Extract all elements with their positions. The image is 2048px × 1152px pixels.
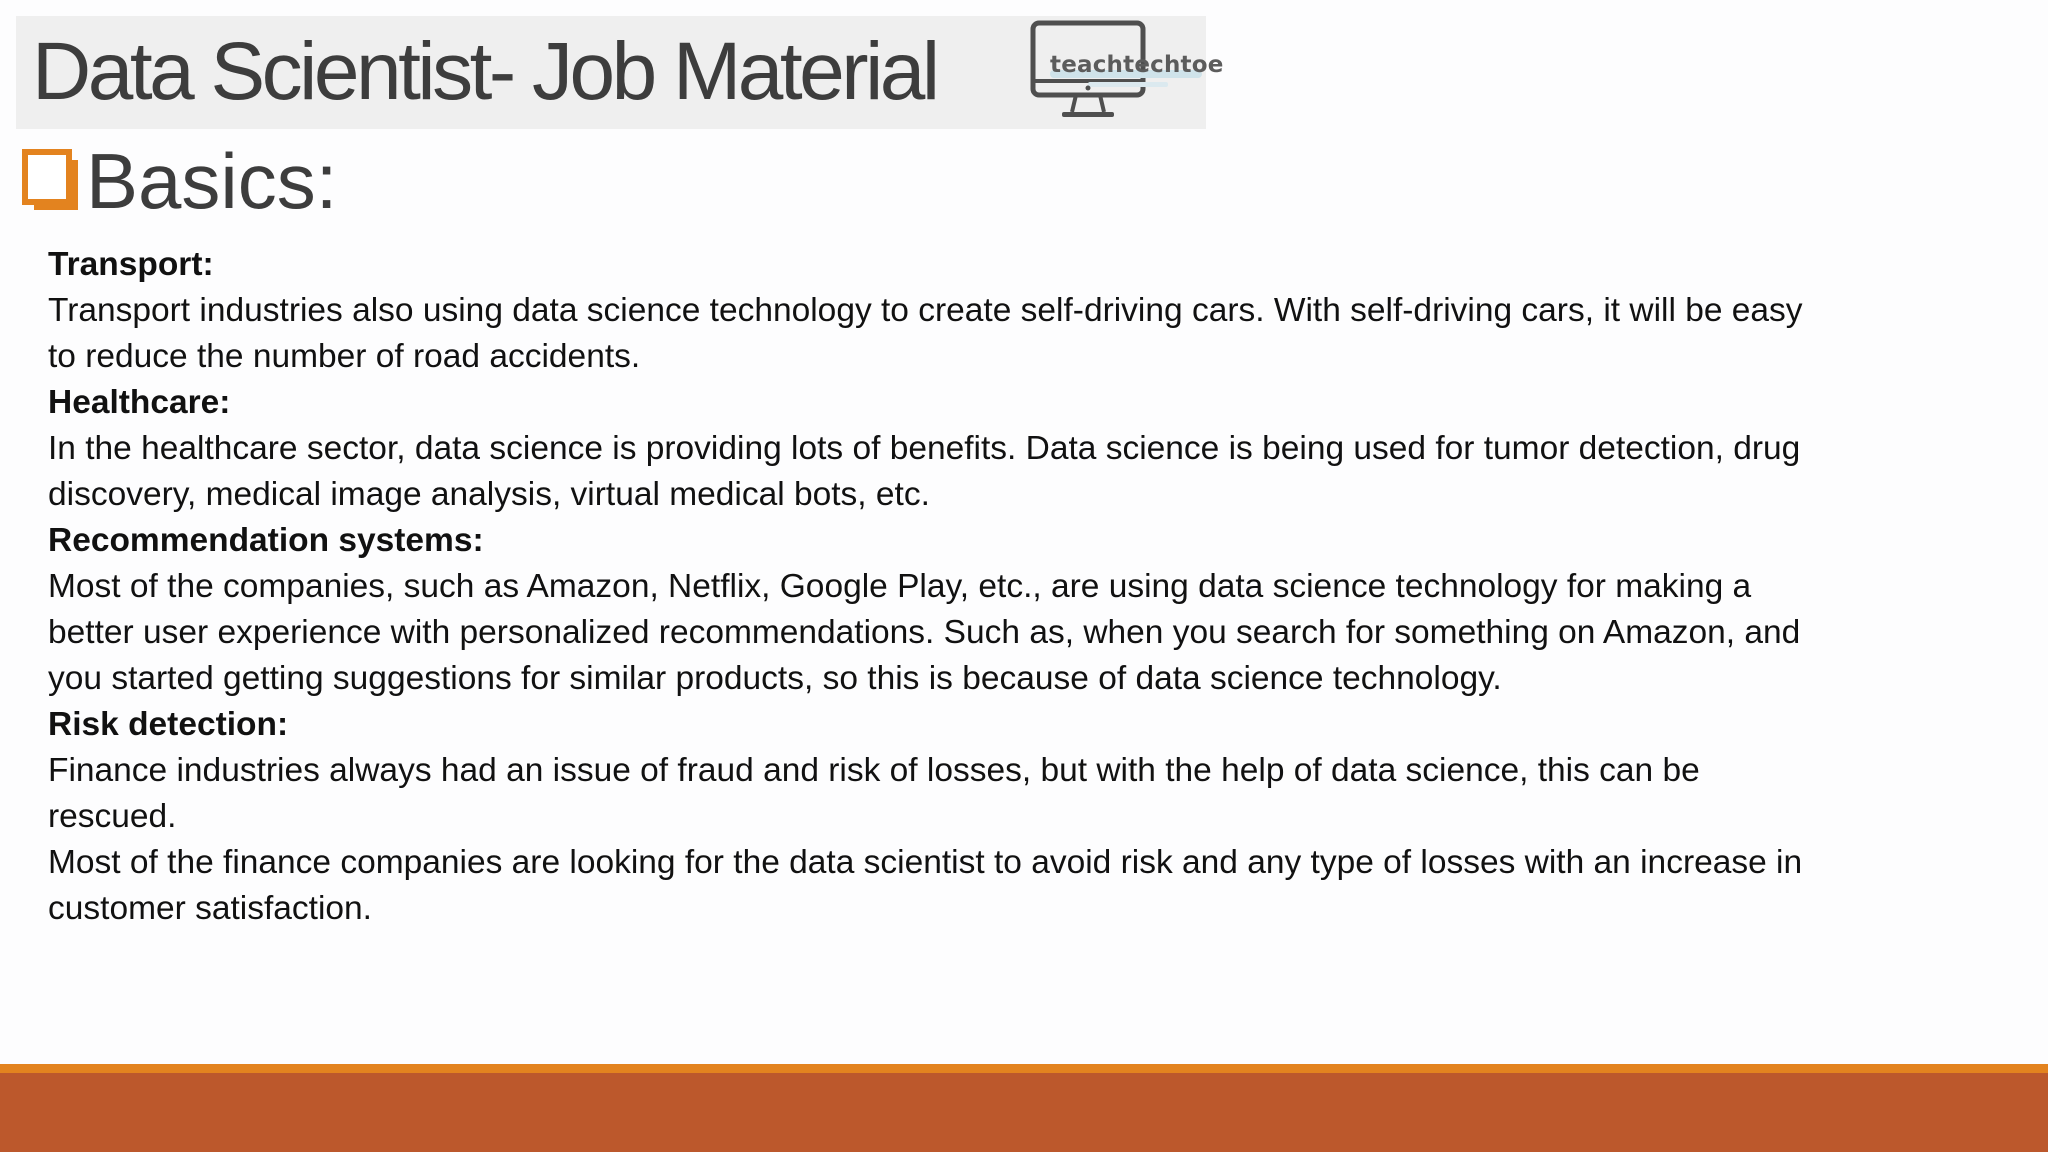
section-heading-text: Basics: [86,137,338,225]
paragraph-text: Finance industries always had an issue of fraud and risk of losses, but with the help of data science, this can be [48,752,1700,789]
paragraph-text: discovery, medical image analysis, virtual medical bots, etc. [48,476,930,513]
paragraph-heading: Risk detection: [48,706,289,743]
footer-accent-line [0,1064,2048,1073]
footer-bar [0,1073,2048,1152]
section-heading [22,136,337,226]
slide-body [48,242,1948,932]
paragraph-text: Most of the finance companies are looking for the data scientist to avoid risk and any type of losses with an increase in [48,844,1803,881]
checkbox-icon [22,146,82,216]
paragraph-text: better user experience with personalized recommendations. Such as, when you search for something on Amazon, and [48,614,1801,651]
paragraph-text: Transport industries also using data science technology to create self-driving cars. With self-driving cars, it will be easy [48,292,1803,329]
logo-text: teachtechtoe [1050,52,1224,78]
paragraph-heading: Healthcare: [48,384,231,421]
paragraph-text: customer satisfaction. [48,890,372,927]
title-bar [16,16,1224,129]
paragraph-heading: Recommendation systems: [48,522,484,559]
paragraph-text: In the healthcare sector, data science is providing lots of benefits. Data science is being used for tumor detection, drug [48,430,1801,467]
slide-title: Data Scientist- Job Material [32,26,937,117]
paragraph-text: rescued. [48,798,177,835]
paragraph-text: to reduce the number of road accidents. [48,338,641,375]
paragraph-text: you started getting suggestions for similar products, so this is because of data science technology. [48,660,1502,697]
teachtechtoe-logo [1028,20,1224,125]
paragraph-text: Most of the companies, such as Amazon, Netflix, Google Play, etc., are using data science technology for making a [48,568,1752,605]
paragraph-heading: Transport: [48,246,214,283]
